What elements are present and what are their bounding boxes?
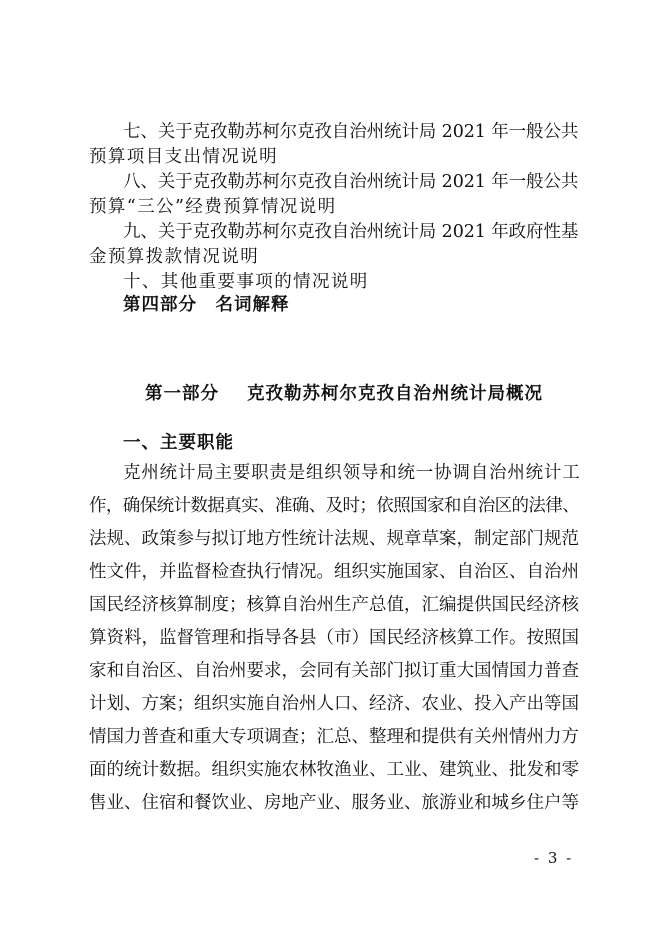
paragraph-line: 算资料，监督管理和指导各县（市）国民经济核算工作。按照国 [89,628,579,648]
toc-part-4-heading: 第四部分 名词解释 [123,295,290,315]
paragraph-line: 情国力普查和重大专项调查；汇总、整理和提供有关州情州力方 [89,727,579,747]
paragraph-line: 计划、方案；组织实施自治州人口、经济、农业、投入产出等国 [89,694,579,714]
part-1-title: 克孜勒苏柯尔克孜自治州统计局概况 [247,384,543,404]
paragraph-line: 面的统计数据。组织实施农林牧渔业、工业、建筑业、批发和零 [89,760,579,780]
paragraph-line: 克州统计局主要职责是组织领导和统一协调自治州统计工 [123,463,581,483]
section-1-heading: 一、主要职能 [123,433,234,453]
paragraph-line: 家和自治区、自治州要求，会同有关部门拟订重大国情国力普查 [89,661,579,681]
toc-item-7-line-1: 七、关于克孜勒苏柯尔克孜自治州统计局 2021 年一般公共 [123,122,579,142]
paragraph-line: 作，确保统计数据真实、准确、及时；依照国家和自治区的法律、 [89,496,580,516]
paragraph-line: 法规、政策参与拟订地方性统计法规、规章草案，制定部门规范 [89,529,579,549]
paragraph-line: 性文件，并监督检查执行情况。组织实施国家、自治区、自治州 [89,562,579,582]
part-1-label: 第一部分 [145,384,219,404]
toc-item-8-line-2: 预算“三公”经费预算情况说明 [89,197,337,217]
paragraph-line: 国民经济核算制度；核算自治州生产总值，汇编提供国民经济核 [89,595,579,615]
paragraph-line: 售业、住宿和餐饮业、房地产业、服务业、旅游业和城乡住户等 [89,793,579,813]
toc-item-9-line-1: 九、关于克孜勒苏柯尔克孜自治州统计局 2021 年政府性基 [123,222,579,242]
page-number: - 3 - [534,849,574,867]
toc-item-8-line-1: 八、关于克孜勒苏柯尔克孜自治州统计局 2021 年一般公共 [123,172,579,192]
toc-item-7-line-2: 预算项目支出情况说明 [89,147,278,167]
toc-item-9-line-2: 金预算拨款情况说明 [89,247,260,267]
toc-item-10: 十、其他重要事项的情况说明 [123,272,369,292]
part-1-heading [145,383,543,405]
